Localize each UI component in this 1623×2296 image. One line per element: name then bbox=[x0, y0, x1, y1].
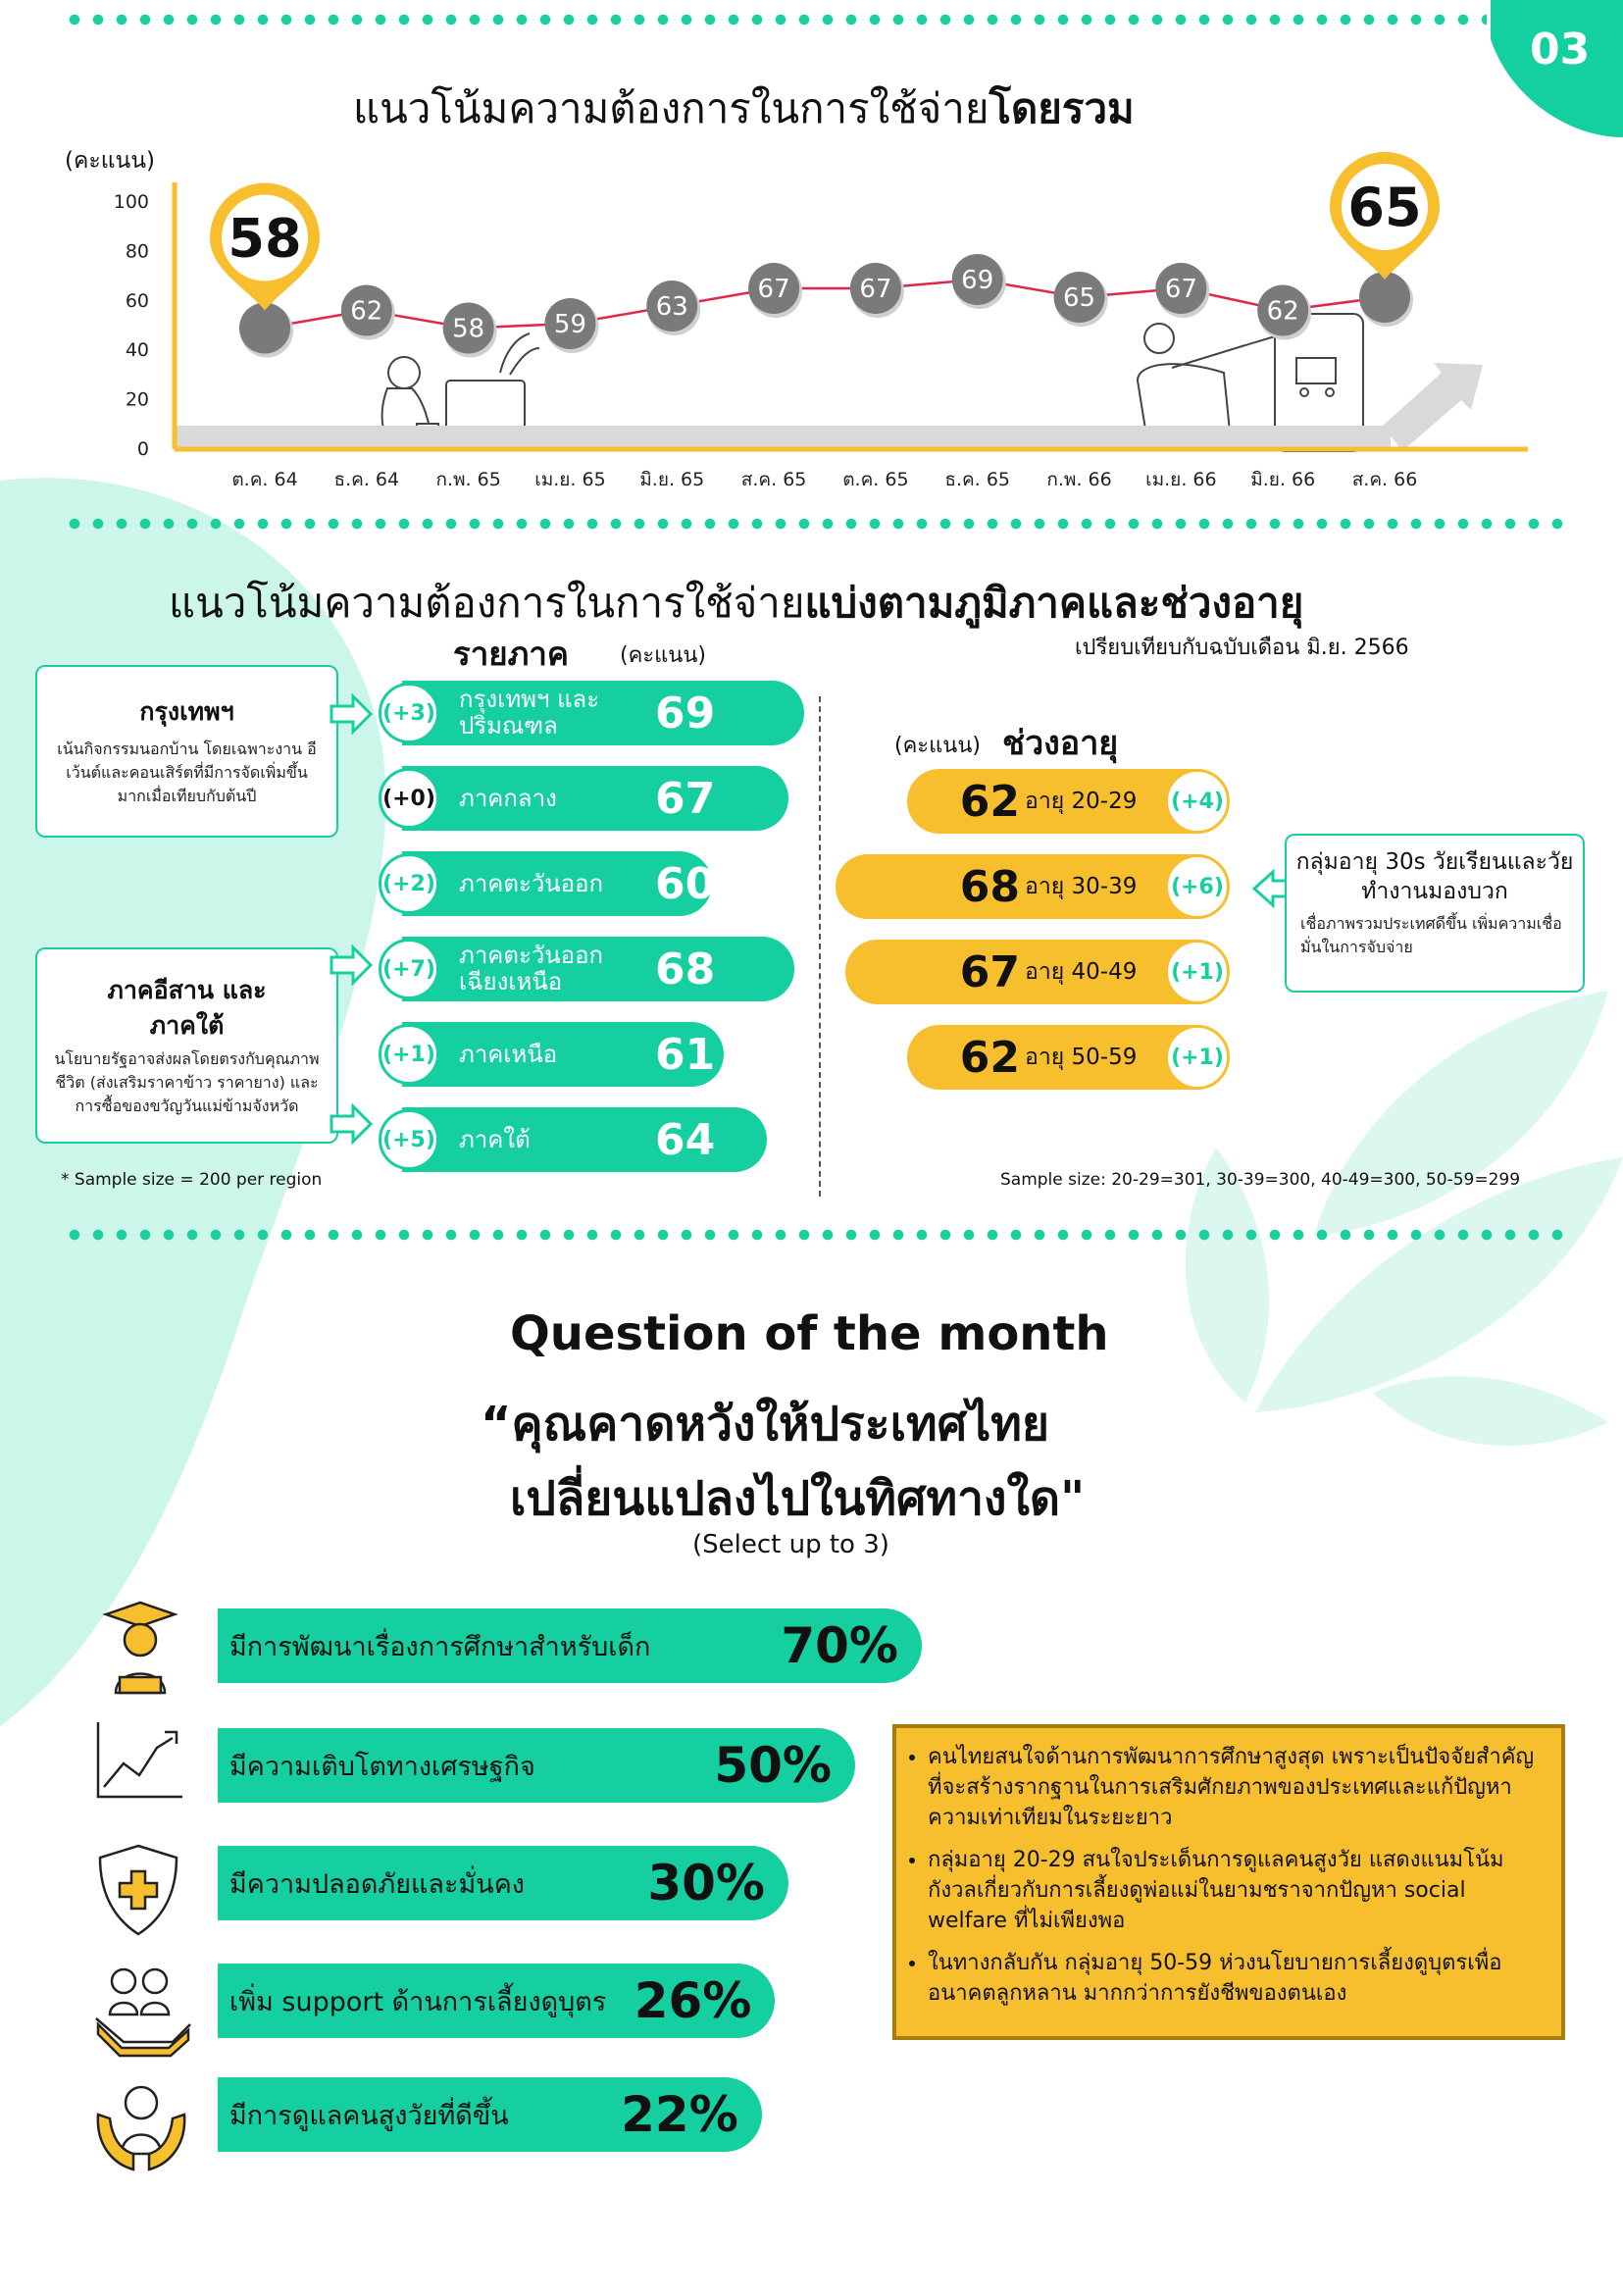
x-tick-label: ธ.ค. 65 bbox=[944, 469, 1011, 490]
y-tick-label: 20 bbox=[125, 388, 149, 411]
answer-label: มีการดูแลคนสูงวัยที่ดีขึ้น bbox=[229, 2100, 509, 2131]
baseline-band bbox=[175, 426, 1391, 449]
divider-2 bbox=[63, 1229, 1563, 1241]
y-tick-label: 40 bbox=[125, 339, 149, 362]
answer-percent: 22% bbox=[621, 2086, 738, 2143]
compare-note: เปรียบเทียบกับฉบับเดือน มิ.ย. 2566 bbox=[1075, 636, 1409, 660]
age-delta: (+6) bbox=[1165, 854, 1230, 919]
region-name: กรุงเทพฯ และปริมณฑล bbox=[459, 686, 600, 740]
data-label: 58 bbox=[452, 314, 485, 344]
region-pill bbox=[402, 1022, 724, 1087]
answer-bar bbox=[218, 1964, 775, 2038]
data-label: 69 bbox=[961, 266, 994, 295]
childcare-icon bbox=[96, 1969, 190, 2056]
region-delta: (+0) bbox=[379, 768, 439, 829]
x-tick-label: เม.ย. 65 bbox=[534, 469, 606, 490]
region-name: ภาคใต้ bbox=[459, 1125, 531, 1153]
answer-percent: 26% bbox=[634, 1972, 752, 2029]
region-score: 68 bbox=[655, 944, 716, 995]
answer-label: มีความปลอดภัยและมั่นคง bbox=[229, 1868, 525, 1900]
trend-arrow bbox=[1383, 363, 1483, 451]
insight-item: • คนไทยสนใจด้านการพัฒนาการศึกษาสูงสุด เพราะเป็นปัจจัยสำคัญที่จะสร้างรากฐานในการเสริมศักยภาพของประเทศและแก้ปัญหาความเท่าเทียมในระยะยาว bbox=[928, 1742, 1544, 1833]
note-arrows bbox=[324, 687, 382, 1157]
age-sample-size: Sample size: 20-29=301, 30-39=300, 40-49=300, 50-59=299 bbox=[1000, 1170, 1521, 1190]
note-bangkok-desc: เน้นกิจกรรมนอกบ้าน โดยเฉพาะงาน อีเว้นต์และคอนเสิร์ตที่มีการจัดเพิ่มขึ้น มากเมื่อเทียบกับต้นปี bbox=[57, 740, 317, 805]
x-tick-label: ก.พ. 65 bbox=[435, 469, 501, 490]
note-northeast-title: ภาคอีสาน และภาคใต้ bbox=[107, 976, 267, 1040]
growth-chart-icon bbox=[98, 1722, 182, 1797]
data-label: 65 bbox=[1062, 283, 1096, 313]
note-age bbox=[1285, 834, 1585, 993]
shield-icon bbox=[100, 1846, 177, 1934]
age-score: 67 bbox=[959, 946, 1020, 997]
region-sample-size: * Sample size = 200 per region bbox=[61, 1170, 323, 1190]
note-age-title: กลุ่มอายุ 30s วัยเรียนและวัยทำงานมองบวก bbox=[1295, 849, 1574, 904]
question-icons bbox=[94, 1599, 202, 2187]
data-label: 67 bbox=[859, 275, 892, 304]
region-unit: (คะแนน) bbox=[620, 643, 706, 668]
y-tick-label: 60 bbox=[125, 289, 149, 312]
pin-label: 58 bbox=[228, 207, 302, 270]
region-delta: (+1) bbox=[379, 1024, 439, 1085]
y-tick-label: 100 bbox=[113, 191, 149, 213]
data-label: 67 bbox=[757, 275, 790, 304]
y-tick-label: 80 bbox=[125, 240, 149, 263]
trend-title-bold: โดยรวม bbox=[989, 84, 1135, 132]
answer-percent: 70% bbox=[781, 1617, 898, 1674]
region-name: ภาคเหนือ bbox=[459, 1040, 558, 1068]
answer-label: มีการพัฒนาเรื่องการศึกษาสำหรับเด็ก bbox=[229, 1631, 651, 1662]
region-pill bbox=[402, 1107, 767, 1172]
x-tick-label: ต.ค. 65 bbox=[842, 469, 909, 490]
age-name: อายุ 40-49 bbox=[1025, 959, 1138, 985]
answer-bar bbox=[218, 1728, 855, 1803]
region-name: ภาคตะวันออก เฉียงเหนือ bbox=[459, 942, 604, 995]
age-delta: (+1) bbox=[1165, 940, 1230, 1004]
elderly-care-icon bbox=[98, 2087, 184, 2169]
region-score: 61 bbox=[655, 1029, 716, 1080]
answer-label: เพิ่ม support ด้านการเลี้ยงดูบุตร bbox=[229, 1986, 607, 2017]
x-tick-label: มิ.ย. 66 bbox=[1250, 469, 1316, 490]
age-heading: ช่วงอายุ bbox=[1002, 724, 1119, 763]
question-heading: Question of the month bbox=[510, 1306, 1109, 1361]
region-score: 69 bbox=[655, 688, 716, 739]
age-name: อายุ 30-39 bbox=[1025, 874, 1138, 899]
age-score: 62 bbox=[959, 776, 1020, 827]
region-heading: รายภาค bbox=[453, 635, 569, 673]
y-tick-label: 0 bbox=[136, 438, 149, 460]
note-bangkok bbox=[35, 665, 338, 838]
region-delta: (+3) bbox=[379, 683, 439, 743]
age-pill bbox=[845, 940, 1201, 1004]
data-label: 62 bbox=[1266, 296, 1299, 327]
answer-percent: 50% bbox=[714, 1737, 832, 1794]
region-title-normal: แนวโน้มความต้องการในการใช้จ่าย bbox=[169, 579, 805, 627]
data-label: 62 bbox=[350, 296, 383, 327]
question-line-1: “คุณคาดหวังให้ประเทศไทย bbox=[481, 1397, 1049, 1452]
data-label: 63 bbox=[655, 292, 688, 322]
x-tick-label: ส.ค. 66 bbox=[1351, 469, 1418, 490]
note-northeast-south bbox=[35, 947, 338, 1144]
x-tick-label: ก.พ. 66 bbox=[1046, 469, 1112, 490]
divider-1 bbox=[63, 518, 1563, 530]
region-pill bbox=[402, 766, 788, 831]
note-bangkok-title: กรุงเทพฯ bbox=[139, 697, 234, 726]
region-score: 60 bbox=[655, 858, 716, 909]
x-tick-label: ต.ค. 64 bbox=[231, 469, 298, 490]
region-delta: (+7) bbox=[379, 939, 439, 999]
graduate-icon bbox=[106, 1603, 175, 1693]
region-delta: (+2) bbox=[379, 853, 439, 914]
age-score: 62 bbox=[959, 1032, 1020, 1083]
divider-top bbox=[63, 14, 1487, 26]
x-tick-label: ธ.ค. 64 bbox=[333, 469, 400, 490]
region-score: 67 bbox=[655, 773, 716, 824]
note-northeast-desc: นโยบายรัฐอาจส่งผลโดยตรงกับคุณภาพ ชีวิต (ส่งเสริมราคาข้าว ราคายาง) และการซื้อของขวัญวันแม่ข้ามจังหวัด bbox=[54, 1049, 320, 1115]
region-section-title bbox=[169, 571, 1303, 636]
trend-title-normal: แนวโน้มความต้องการในการใช้จ่าย bbox=[353, 84, 989, 132]
region-delta: (+5) bbox=[379, 1109, 439, 1170]
age-pill bbox=[907, 1025, 1201, 1090]
answer-label: มีความเติบโตทางเศรษฐกิจ bbox=[229, 1751, 535, 1782]
insights-box bbox=[892, 1724, 1565, 2040]
data-label: 67 bbox=[1164, 275, 1197, 304]
age-name: อายุ 50-59 bbox=[1025, 1045, 1138, 1070]
age-name: อายุ 20-29 bbox=[1025, 789, 1138, 814]
region-pill bbox=[402, 851, 716, 916]
age-unit: (คะแนน) bbox=[894, 734, 981, 758]
note-age-desc: เชื่อภาพรวมประเทศดีขึ้น เพิ่มความเชื่อ มั่นในการจับจ่าย bbox=[1300, 914, 1562, 956]
x-tick-label: เม.ย. 66 bbox=[1145, 469, 1217, 490]
data-label: 59 bbox=[553, 310, 587, 339]
question-sub: (Select up to 3) bbox=[692, 1530, 889, 1559]
section-divider-vertical bbox=[819, 696, 821, 1197]
age-delta: (+4) bbox=[1165, 769, 1230, 834]
x-tick-label: ส.ค. 65 bbox=[740, 469, 807, 490]
age-score: 68 bbox=[959, 861, 1020, 912]
age-pill bbox=[836, 854, 1201, 919]
trend-unit-label: (คะแนน) bbox=[65, 148, 155, 174]
question-line-2: เปลี่ยนแปลงไปในทิศทางใด" bbox=[510, 1471, 1086, 1526]
trend-title bbox=[353, 77, 1135, 141]
region-name: ภาคตะวันออก bbox=[459, 869, 604, 897]
age-pill bbox=[907, 769, 1201, 834]
series-line bbox=[265, 280, 1385, 329]
region-pill bbox=[402, 681, 804, 745]
region-pill bbox=[402, 937, 794, 1001]
age-delta: (+1) bbox=[1165, 1025, 1230, 1090]
answer-percent: 30% bbox=[647, 1855, 765, 1912]
x-tick-label: มิ.ย. 65 bbox=[639, 469, 705, 490]
pin-label: 65 bbox=[1347, 177, 1422, 238]
insight-item: • ในทางกลับกัน กลุ่มอายุ 50-59 ห่วงนโยบายการเลี้ยงดูบุตรเพื่ออนาคตลูกหลาน มากกว่าการยังชีพของตนเอง bbox=[928, 1948, 1544, 2009]
answer-bar bbox=[218, 1608, 922, 1683]
trend-chart bbox=[0, 147, 1623, 500]
answer-bar bbox=[218, 2077, 762, 2152]
answer-bar bbox=[218, 1846, 788, 1920]
insight-item: • กลุ่มอายุ 20-29 สนใจประเด็นการดูแลคนสูงวัย แสดงแนมโน้มกังวลเกี่ยวกับการเลี้ยงดูพ่อแม่ในยามชราจากปัญหา social welfare ที่ไม่เพียงพอ bbox=[928, 1845, 1544, 1936]
region-title-bold: แบ่งตามภูมิภาคและช่วงอายุ bbox=[804, 579, 1304, 627]
page-number: 03 bbox=[1530, 25, 1591, 75]
region-name: ภาคกลาง bbox=[459, 784, 557, 812]
region-score: 64 bbox=[655, 1114, 716, 1165]
